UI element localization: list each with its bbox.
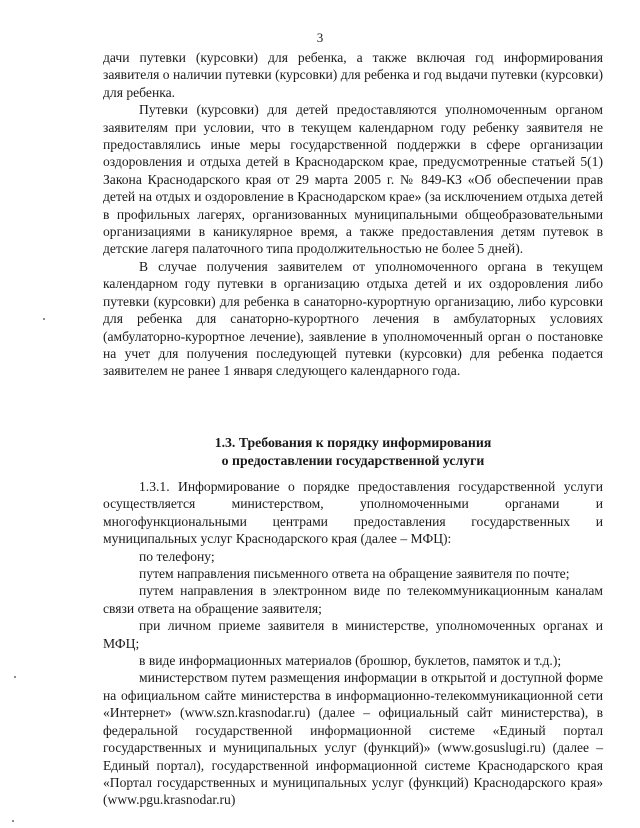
page-number: 3 <box>316 30 324 45</box>
list-item: в виде информационных материалов (брошюр, буклетов, памяток и т.д.); <box>139 653 562 669</box>
section-heading-line: о предоставлении государственной услуги <box>221 453 485 468</box>
scan-speck <box>12 820 14 822</box>
paragraph: Путевки (курсовки) для детей предоставляются уполномоченным органом заявителям при условии, что в текущем календарном году ребенку заявителя не предоставлялись иные меры государственной поддержки в сфере организации оздоровления и отдыха детей в Краснодарском крае, предусмотренные статьей 5(1) Закона Краснодарского края от 29 марта 2005 г. № 849-КЗ «Об обеспечении прав детей на отдых и оздоровление в Краснодарском крае» (за исключением отдыха детей в профильных лагерях, организованных муниципальными общеобразовательными организациями в каникулярное время, а также предоставления детям путевок в детские лагеря палаточного типа продолжительностью не более 5 дней). <box>103 102 603 257</box>
paragraph: В случае получения заявителем от уполномоченного органа в текущем календарном году путевки в организацию отдыха детей и их оздоровления либо путевки (курсовки) для ребенка в санаторно-курортную организацию, либо курсовки для ребенка для санаторно-курортного лечения в амбулаторных условиях (амбулаторно-курортное лечение), заявление в уполномоченный орган о постановке на учет для получения последующей путевки (курсовки) для ребенка подается заявителем не ранее 1 января следующего календарного года. <box>103 258 603 379</box>
body-section-top <box>103 49 603 380</box>
list-item: министерством путем размещения информации в открытой и доступной форме на официальном сайте министерства в информационно-телекоммуникационной сети «Интернет» (www.szn.krasnodar.ru) (далее – официальный сайт министерства), в федеральной государственной информационной системе «Единый портал государственных и муниципальных услуг (функций)» (www.gosuslugi.ru) (далее – Единый портал), государственной информационной системе Краснодарского края «Портал государственных и муниципальных услуг (функций) Краснодарского края» (www.pgu.krasnodar.ru) <box>103 670 603 808</box>
body-section-bottom <box>103 478 603 809</box>
list-item: при личном приеме заявителя в министерстве, уполномоченных органах и МФЦ; <box>103 618 603 651</box>
scan-speck <box>14 676 16 678</box>
list-item: по телефону; <box>139 548 215 564</box>
section-heading <box>103 434 603 470</box>
paragraph: дачи путевки (курсовки) для ребенка, а также включая год информирования заявителя о наличии путевки (курсовки) для ребенка и год выдачи путевки (курсовки) для ребенка. <box>103 50 603 100</box>
scan-speck <box>43 318 45 320</box>
list-item: путем направления в электронном виде по телекоммуникационным каналам связи ответа на обращение заявителя; <box>103 583 603 616</box>
list-item: путем направления письменного ответа на обращение заявителя по почте; <box>139 566 570 582</box>
section-heading-line: 1.3. Требования к порядку информирования <box>214 435 492 450</box>
paragraph: 1.3.1. Информирование о порядке предоставления государственной услуги осуществляется министерством, уполномоченными органами и многофункциональными центрами предоставления государственных и муниципальных услуг Краснодарского края (далее – МФЦ): <box>103 479 603 547</box>
